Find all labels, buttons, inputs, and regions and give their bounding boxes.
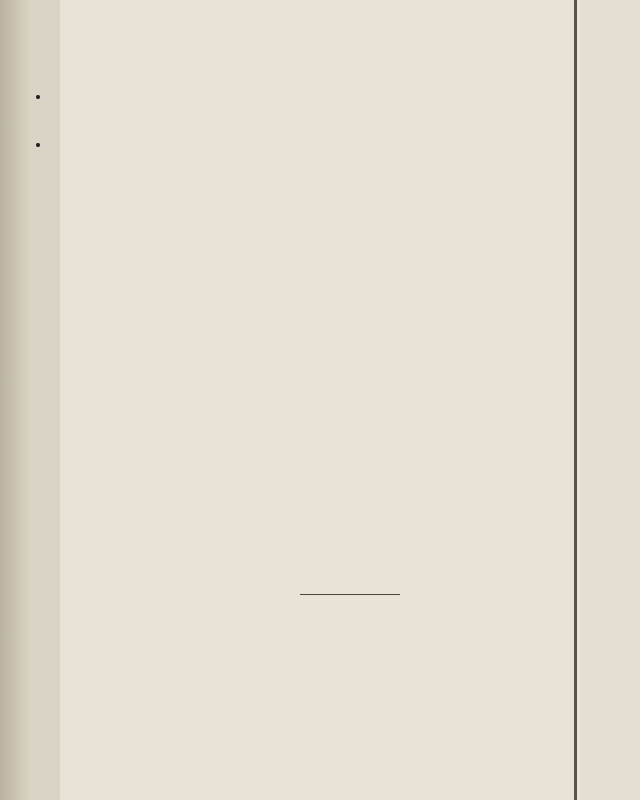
separator-rule (300, 594, 400, 595)
main-column (60, 0, 580, 800)
page-edge (0, 0, 32, 800)
margin-dot (36, 95, 40, 99)
column-rule (574, 0, 577, 800)
right-column (580, 0, 640, 800)
margin-dot (36, 143, 40, 147)
